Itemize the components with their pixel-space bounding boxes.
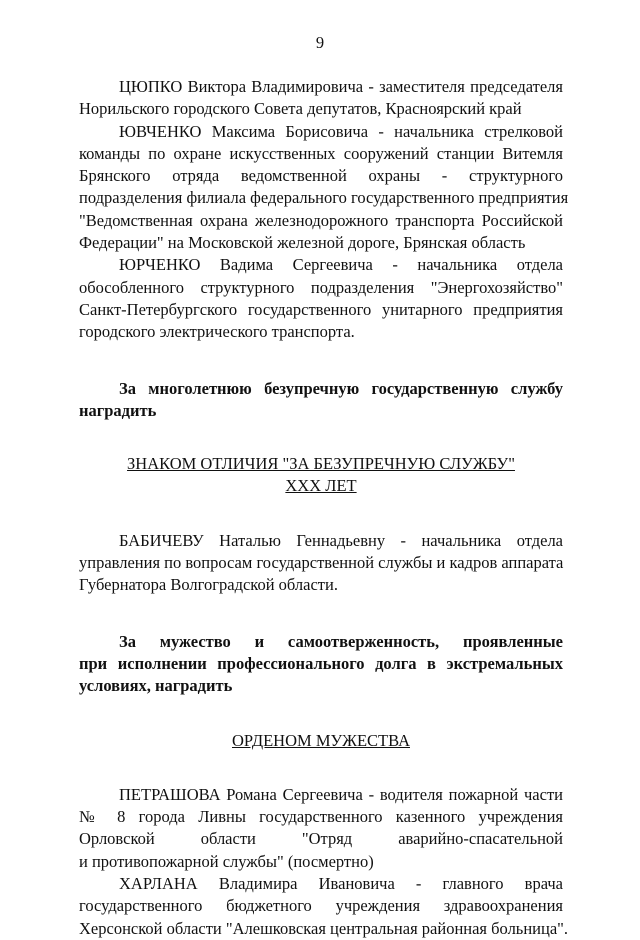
- award-entry: [79, 121, 569, 255]
- decree-line: при исполнении профессионального долга в экстремальных: [79, 653, 563, 673]
- entry-line: подразделения филиала федерального государственного предприятия: [79, 188, 569, 208]
- entry-line: и противопожарной службы" (посмертно): [79, 851, 374, 871]
- award-title-line: ОРДЕНОМ МУЖЕСТВА: [232, 730, 410, 750]
- award-entry: [79, 76, 563, 121]
- award-entry: [79, 784, 563, 873]
- entry-line: команды по охране искусственных сооружений станции Витемля: [79, 143, 563, 163]
- award-title: [79, 730, 563, 752]
- entry-line: обособленного структурного подразделения "Энергохозяйство": [79, 277, 563, 297]
- entry-line: Санкт-Петербургского государственного унитарного предприятия: [79, 299, 563, 319]
- entry-line: ЮВЧЕНКО Максима Борисовича - начальника стрелковой: [119, 121, 563, 141]
- award-entry: [79, 530, 563, 597]
- entry-line: государственного бюджетного учреждения здравоохранения: [79, 896, 563, 916]
- entry-line: ПЕТРАШОВА Романа Сергеевича - водителя пожарной части: [119, 784, 563, 804]
- decree-line: За многолетнюю безупречную государственную службу: [119, 378, 563, 398]
- decree-line: условиях, наградить: [79, 676, 233, 696]
- entry-line: Херсонской области "Алешковская центральная районная больница".: [79, 918, 568, 938]
- entry-line: № 8 города Ливны государственного казенного учреждения: [79, 807, 563, 827]
- decree-heading: [79, 631, 563, 698]
- entry-line: "Ведомственная охрана железнодорожного транспорта Российской: [79, 210, 563, 230]
- award-entry: [79, 873, 568, 940]
- entry-line: Губернатора Волгоградской области.: [79, 575, 338, 595]
- award-title-line: ЗНАКОМ ОТЛИЧИЯ "ЗА БЕЗУПРЕЧНУЮ СЛУЖБУ": [127, 454, 515, 474]
- entry-line: ХАРЛАНА Владимира Ивановича - главного врача: [119, 874, 563, 894]
- entry-line: Норильского городского Совета депутатов, Красноярский край: [79, 99, 522, 119]
- document-body: [79, 76, 569, 940]
- entry-line: ЮРЧЕНКО Вадима Сергеевича - начальника отдела: [119, 255, 563, 275]
- entry-line: управления по вопросам государственной службы и кадров аппарата: [79, 553, 564, 573]
- entry-line: Федерации" на Московской железной дороге, Брянская область: [79, 233, 526, 253]
- entry-line: Орловской области "Отряд аварийно-спасательной: [79, 829, 563, 849]
- decree-line: За мужество и самоотверженность, проявленные: [119, 631, 563, 651]
- entry-line: БАБИЧЕВУ Наталью Геннадьевну - начальника отдела: [119, 530, 563, 550]
- decree-heading: [79, 378, 563, 423]
- entry-line: ЦЮПКО Виктора Владимировича - заместителя председателя: [119, 77, 563, 96]
- page-number: 9: [315, 33, 325, 52]
- entry-line: городского электрического транспорта.: [79, 322, 355, 342]
- decree-line: наградить: [79, 400, 157, 420]
- award-title-line: XXX ЛЕТ: [285, 476, 357, 496]
- award-entry: [79, 254, 563, 343]
- award-title: [79, 453, 563, 498]
- entry-line: Брянского отряда ведомственной охраны - структурного: [79, 166, 563, 186]
